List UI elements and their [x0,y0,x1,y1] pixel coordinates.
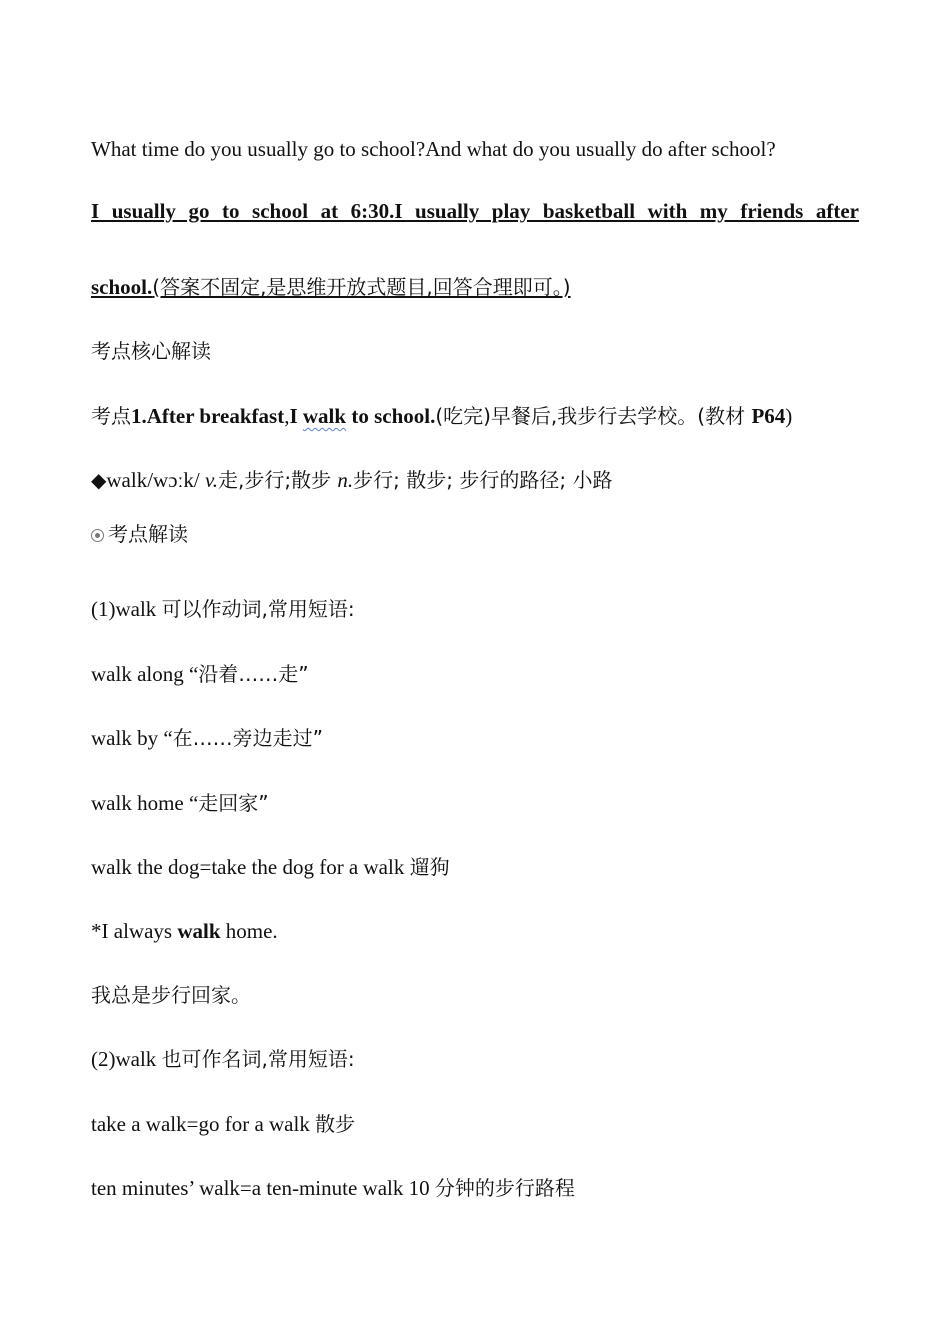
phrase-verb-3 [91,789,269,817]
point-sentence-start: 1.After breakfast [131,404,285,428]
phrase-en: walk by “ [91,726,173,750]
phrase-cn: 分钟的步行路程 [434,1176,575,1200]
answer-line-1: I usually go to school at 6:30.I usually play basketball with my friends after [91,199,859,223]
phrase-en: walk home “ [91,791,199,815]
point-ref-open: (教材 [697,404,752,428]
item2-head-en: (2)walk [91,1047,162,1071]
phrase-noun-2 [91,1174,575,1202]
point-keyword-walk: walk [302,404,347,428]
definition-line [91,466,612,494]
answer-line-2 [91,273,571,301]
item1-head-en: (1)walk [91,597,162,621]
phrase-en: walk along “ [91,662,199,686]
phrase-cn: 遛狗 [409,855,450,879]
item1-heading [91,595,355,623]
point-translation: (吃完)早餐后,我步行去学校。 [435,404,698,428]
phrase-cn: 散步 [315,1112,356,1136]
phrase-en: walk the dog=take the dog for a walk [91,855,410,879]
question-text: What time do you usually go to school?And what do you usually do after school? [91,137,776,161]
point-ref-page: P64 [751,404,786,428]
definition-meaning-verb: 走,步行;散步 [217,468,338,492]
point-ref-close: ) [785,404,793,428]
phrase-en: take a walk=go for a walk [91,1112,316,1136]
diamond-icon: ◆ [91,468,107,492]
answer-school: school. [91,275,153,299]
definition-pos-noun: n. [337,468,354,492]
phrase-en: ten minutes’ walk=a ten-minute walk 10 [91,1176,435,1200]
phrase-verb-2 [91,724,323,752]
item2-head-cn: 也可作名词,常用短语: [161,1047,355,1071]
phrase-verb-4 [91,853,450,881]
definition-meaning-noun: 步行; 散步; 步行的路径; 小路 [353,468,613,492]
radio-bullet-icon [91,529,104,542]
section-title: 考点核心解读 [91,339,211,363]
example-translation: 我总是步行回家。 [91,983,251,1007]
definition-word: walk/wɔːk/ [106,468,205,492]
phrase-cn: 走回家” [198,791,269,815]
definition-pos-verb: v. [204,468,218,492]
point-sentence-i: I [289,404,303,428]
example-post: home. [220,919,278,943]
example-sentence [91,917,278,945]
point-label: 考点 [91,404,131,428]
item2-heading [91,1045,355,1073]
subsection-title: 考点解读 [108,522,188,546]
subsection-heading [91,520,188,548]
answer-note: (答案不固定,是思维开放式题目,回答合理即可。) [152,275,571,299]
item1-head-cn: 可以作动词,常用短语: [161,597,355,621]
point-heading [91,402,792,430]
point-comma: , [284,404,290,428]
example-pre: *I always [91,919,178,943]
point-sentence-end: to school. [346,404,436,428]
phrase-verb-1 [91,660,309,688]
phrase-noun-1 [91,1110,355,1138]
phrase-cn: 在……旁边走过” [172,726,324,750]
example-keyword: walk [177,919,221,943]
phrase-cn: 沿着……走” [198,662,309,686]
